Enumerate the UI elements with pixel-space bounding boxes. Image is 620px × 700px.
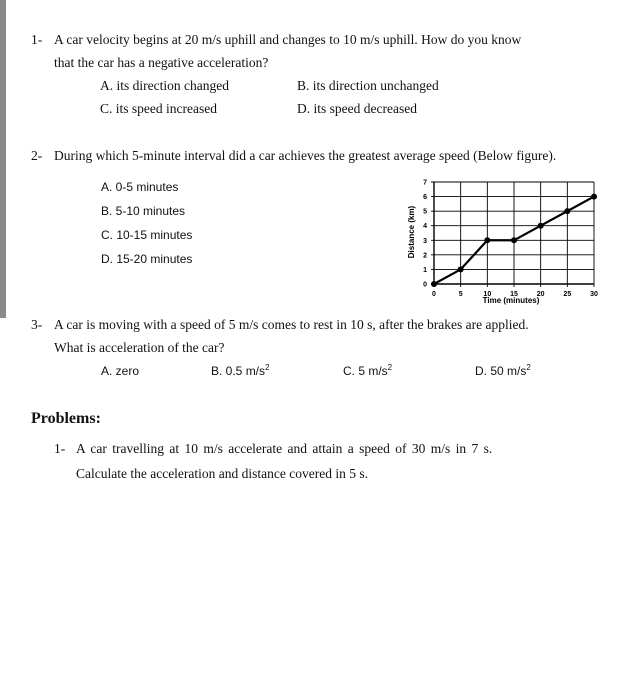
problem1-line1: A car travelling at 10 m/s accelerate and attain a speed of 30 m/s in 7 s. bbox=[76, 441, 493, 456]
q3-option-c[interactable] bbox=[343, 364, 392, 378]
q2-number: 2- bbox=[31, 148, 43, 163]
distance-time-graph bbox=[400, 170, 610, 310]
y-tick-label: 7 bbox=[423, 179, 427, 187]
problem1-number: 1- bbox=[54, 441, 66, 456]
x-tick-label: 20 bbox=[536, 291, 545, 298]
data-point bbox=[591, 194, 597, 200]
q3-option-d-exponent: 2 bbox=[526, 363, 531, 372]
data-point bbox=[511, 237, 517, 243]
q3-option-b-exponent: 2 bbox=[265, 363, 270, 372]
axis-ticks bbox=[423, 180, 598, 299]
problems-heading: Problems: bbox=[31, 410, 101, 427]
q1-option-c[interactable]: C. its speed increased bbox=[100, 101, 217, 116]
q3-option-a[interactable] bbox=[101, 364, 139, 378]
q1-number: 1- bbox=[31, 32, 43, 47]
q2-option-a[interactable]: A. 0-5 minutes bbox=[101, 180, 179, 194]
data-point bbox=[458, 266, 464, 272]
y-tick-label: 4 bbox=[423, 223, 427, 231]
q2-option-b[interactable]: B. 5-10 minutes bbox=[101, 204, 186, 218]
q3-number: 3- bbox=[31, 317, 43, 332]
q3-option-d-text: D. 50 m/s bbox=[475, 364, 527, 378]
q1-option-d[interactable]: D. its speed decreased bbox=[297, 101, 417, 116]
q1-text-line1: A car velocity begins at 20 m/s uphill and changes to 10 m/s uphill. How do you know bbox=[54, 32, 522, 47]
x-tick-label: 0 bbox=[432, 291, 436, 298]
q3-option-b[interactable] bbox=[211, 364, 269, 378]
y-tick-label: 6 bbox=[423, 194, 427, 202]
q1-option-b[interactable]: B. its direction unchanged bbox=[297, 78, 439, 93]
q2-option-d[interactable]: D. 15-20 minutes bbox=[101, 252, 193, 266]
q3-option-c-text: C. 5 m/s bbox=[343, 364, 388, 378]
q2-option-c[interactable]: C. 10-15 minutes bbox=[101, 228, 193, 242]
q1-option-a[interactable]: A. its direction changed bbox=[100, 78, 229, 93]
y-axis-label: Distance (km) bbox=[407, 205, 416, 259]
x-tick-label: 15 bbox=[510, 291, 518, 298]
q3-option-a-text: A. zero bbox=[101, 364, 140, 378]
y-tick-label: 0 bbox=[423, 281, 427, 289]
q3-text-line1: A car is moving with a speed of 5 m/s comes to rest in 10 s, after the brakes are applied. bbox=[54, 317, 529, 332]
x-tick-label: 10 bbox=[483, 291, 492, 298]
page-edge-bar bbox=[0, 0, 6, 318]
data-point bbox=[431, 281, 437, 287]
q1-text-line2: that the car has a negative acceleration? bbox=[54, 55, 269, 70]
y-tick-label: 3 bbox=[423, 237, 427, 245]
q3-option-c-exponent: 2 bbox=[387, 363, 393, 372]
q3-text-line2: What is acceleration of the car? bbox=[54, 340, 225, 355]
x-tick-label: 25 bbox=[563, 291, 572, 298]
y-tick-label: 5 bbox=[423, 208, 427, 216]
x-axis-label: Time (minutes) bbox=[482, 296, 540, 305]
data-point bbox=[538, 223, 544, 229]
q2-text: During which 5-minute interval did a car achieves the greatest average speed (Below figure). bbox=[54, 148, 557, 163]
problem1-line2: Calculate the acceleration and distance covered in 5 s. bbox=[76, 466, 368, 481]
data-point bbox=[564, 208, 570, 214]
q3-option-d[interactable] bbox=[475, 364, 531, 378]
data-point bbox=[484, 237, 490, 243]
y-tick-label: 1 bbox=[423, 266, 427, 274]
y-tick-label: 2 bbox=[423, 252, 427, 260]
x-tick-label: 30 bbox=[590, 291, 598, 298]
x-tick-label: 5 bbox=[458, 291, 463, 298]
q3-option-b-text: B. 0.5 m/s bbox=[211, 364, 266, 378]
